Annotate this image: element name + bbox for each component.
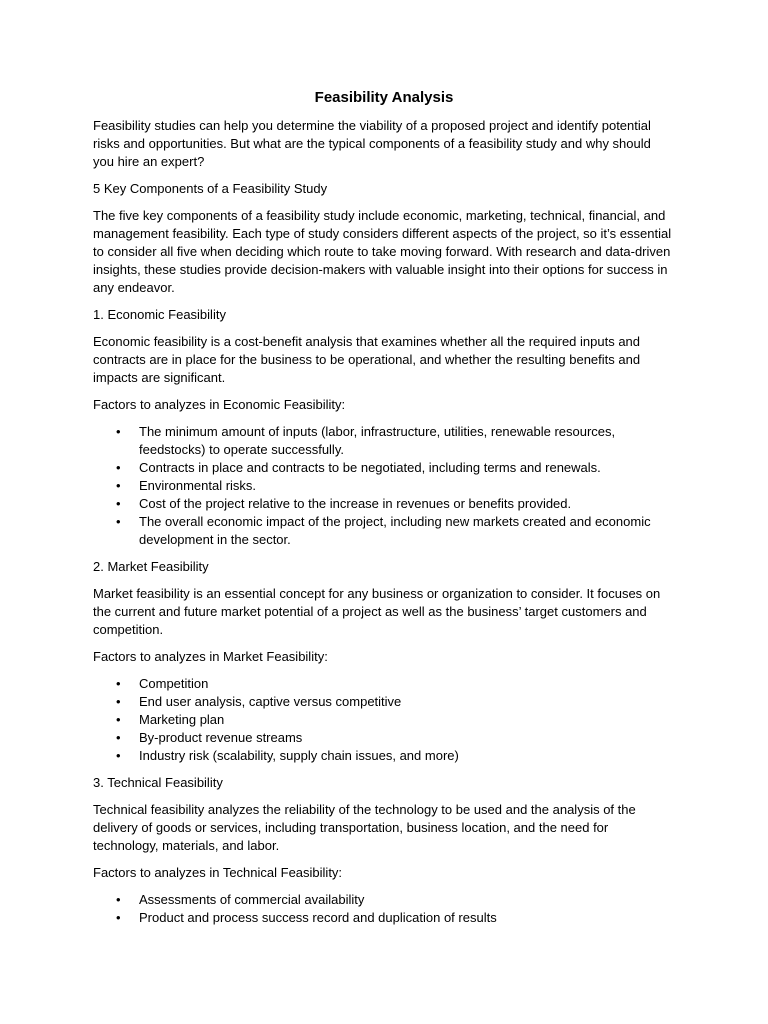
list-item-text: Contracts in place and contracts to be negotiated, including terms and renewals. — [139, 460, 601, 475]
bullet-icon: • — [116, 748, 121, 763]
bullet-icon: • — [116, 496, 121, 511]
list-item — [116, 459, 675, 477]
bullet-icon: • — [116, 424, 121, 439]
page-title: Feasibility Analysis — [314, 89, 454, 106]
list-item — [116, 729, 675, 747]
factors-label: Factors to analyzes in Market Feasibility: — [93, 649, 328, 664]
list-item — [116, 675, 675, 693]
list-item — [116, 909, 675, 927]
list-item — [116, 891, 675, 909]
list-item-text: By-product revenue streams — [139, 730, 303, 745]
sections-container — [93, 306, 675, 927]
key-components-heading: 5 Key Components of a Feasibility Study — [93, 181, 328, 196]
list-item-text: Product and process success record and duplication of results — [139, 910, 497, 925]
document-page — [93, 87, 675, 936]
key-components-paragraph: The five key components of a feasibility study include economic, marketing, technical, financial, and management feasibility. Each type of study considers different aspects of the project, so it’s essential to consider all five when deciding which route to take moving forward. With research and data-driven insights, these studies provide decision-makers with valuable insight into their options for success in any endeavor. — [93, 208, 672, 295]
list-item-text: End user analysis, captive versus competitive — [139, 694, 402, 709]
list-item — [116, 693, 675, 711]
factors-list — [93, 891, 675, 927]
list-item-text: Competition — [139, 676, 209, 691]
list-item-text: Cost of the project relative to the increase in revenues or benefits provided. — [139, 496, 572, 511]
bullet-icon: • — [116, 730, 121, 745]
bullet-icon: • — [116, 478, 121, 493]
section-heading: 1. Economic Feasibility — [93, 307, 226, 322]
list-item-text: Assessments of commercial availability — [139, 892, 365, 907]
section-paragraph: Economic feasibility is a cost-benefit analysis that examines whether all the required inputs and contracts are in place for the business to be operational, and whether the resulting benefits and impacts are significant. — [93, 334, 641, 385]
list-item-text: The minimum amount of inputs (labor, infrastructure, utilities, renewable resources, feedstocks) to operate successfully. — [139, 424, 616, 457]
factors-label: Factors to analyzes in Economic Feasibility: — [93, 397, 346, 412]
factors-list — [93, 423, 675, 549]
section-heading: 2. Market Feasibility — [93, 559, 209, 574]
list-item-text: Marketing plan — [139, 712, 225, 727]
factors-list — [93, 675, 675, 765]
list-item — [116, 711, 675, 729]
bullet-icon: • — [116, 676, 121, 691]
intro-paragraph: Feasibility studies can help you determine the viability of a proposed project and identify potential risks and opportunities. But what are the typical components of a feasibility study and why should you hire an expert? — [93, 118, 651, 169]
bullet-icon: • — [116, 910, 121, 925]
list-item — [116, 513, 675, 549]
factors-label: Factors to analyzes in Technical Feasibility: — [93, 865, 343, 880]
bullet-icon: • — [116, 712, 121, 727]
bullet-icon: • — [116, 892, 121, 907]
bullet-icon: • — [116, 694, 121, 709]
bullet-icon: • — [116, 460, 121, 475]
section-paragraph: Market feasibility is an essential concept for any business or organization to consider. It focuses on the current and future market potential of a project as well as the business’ target customers and competition. — [93, 586, 661, 637]
section-paragraph: Technical feasibility analyzes the reliability of the technology to be used and the analysis of the delivery of goods or services, including transportation, business location, and the need for technology, materials, and labor. — [93, 802, 636, 853]
list-item — [116, 747, 675, 765]
list-item-text: Environmental risks. — [139, 478, 257, 493]
list-item — [116, 477, 675, 495]
list-item — [116, 423, 675, 459]
list-item — [116, 495, 675, 513]
bullet-icon: • — [116, 514, 121, 529]
list-item-text: The overall economic impact of the project, including new markets created and economic development in the sector. — [139, 514, 651, 547]
section-heading: 3. Technical Feasibility — [93, 775, 223, 790]
list-item-text: Industry risk (scalability, supply chain issues, and more) — [139, 748, 459, 763]
